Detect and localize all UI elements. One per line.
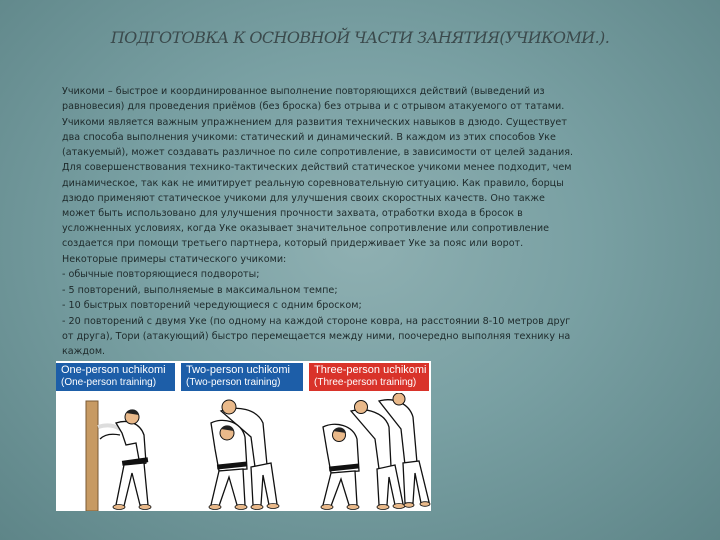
panel-title: One-person uchikomi [61, 364, 166, 376]
panel-title: Three-person uchikomi [314, 364, 427, 376]
three-person-judoka-icon [309, 393, 431, 511]
examples-heading: Некоторые примеры статического учикоми: [62, 253, 287, 265]
panel-subtitle: (Three-person training) [314, 377, 417, 388]
uchikomi-illustration [56, 361, 431, 511]
one-person-judoka-icon [56, 393, 177, 511]
panel-subtitle: (Two-person training) [186, 377, 281, 388]
panel-subtitle: (One-person training) [61, 377, 157, 388]
example-item-2: - 5 повторений, выполняемые в максимальном темпе; [62, 284, 338, 296]
panel-two-person [181, 361, 305, 511]
panel-label-one-person [56, 363, 175, 391]
paragraph-static-vs-dynamic: Для совершенствования технико-тактических действий статическое учикоми менее подходит, чем динамическое, так как не имитирует реальную соревновательную ситуацию. Как правило, борцы дзюдо применяют статическое учикоми для улучшения своих скоростных качеств. Оно также может быть использовано для улучшения прочности захвата, отработки входа в бросок в усложненных условиях, когда Уке оказывает значительное сопротивление или сопротивление создается при помощи третьего партнера, который придерживает Уке за пояс или ворот. [62, 162, 572, 249]
panel-one-person [56, 361, 177, 511]
paragraph-importance: Учикоми является важным упражнением для развития технических навыков в дзюдо. Существует два способа выполнения учикоми: статический и динамический. В каждом из этих способов Уке (атакуемый), может создавать различное по силе сопротивление, в зависимости от целей задания. [62, 116, 574, 158]
example-item-3: - 10 быстрых повторений чередующиеся с одним броском; [62, 300, 362, 312]
slide-body [62, 84, 576, 360]
two-person-judoka-icon [181, 393, 305, 511]
slide-title: ПОДГОТОВКА К ОСНОВНОЙ ЧАСТИ ЗАНЯТИЯ(УЧИКОМИ.). [110, 28, 610, 47]
example-item-4: - 20 повторений с двумя Уке (по одному на каждой стороне ковра, на расстоянии 8-10 метров друг от друга), Тори (атакующий) быстро перемещается между ними, поочередно выполняя технику на каждом. [62, 315, 571, 358]
panel-label-two-person [181, 363, 303, 391]
panel-label-three-person [309, 363, 429, 391]
panel-three-person [309, 361, 431, 511]
paragraph-definition: Учикоми – быстрое и координированное выполнение повторяющихся действий (выведений из равновесия) для проведения приёмов (без броска) без отрыва и с отрывом атакуемого от татами. [62, 86, 565, 113]
example-item-1: - обычные повторяющиеся подвороты; [62, 269, 260, 281]
panel-title: Two-person uchikomi [186, 364, 290, 376]
